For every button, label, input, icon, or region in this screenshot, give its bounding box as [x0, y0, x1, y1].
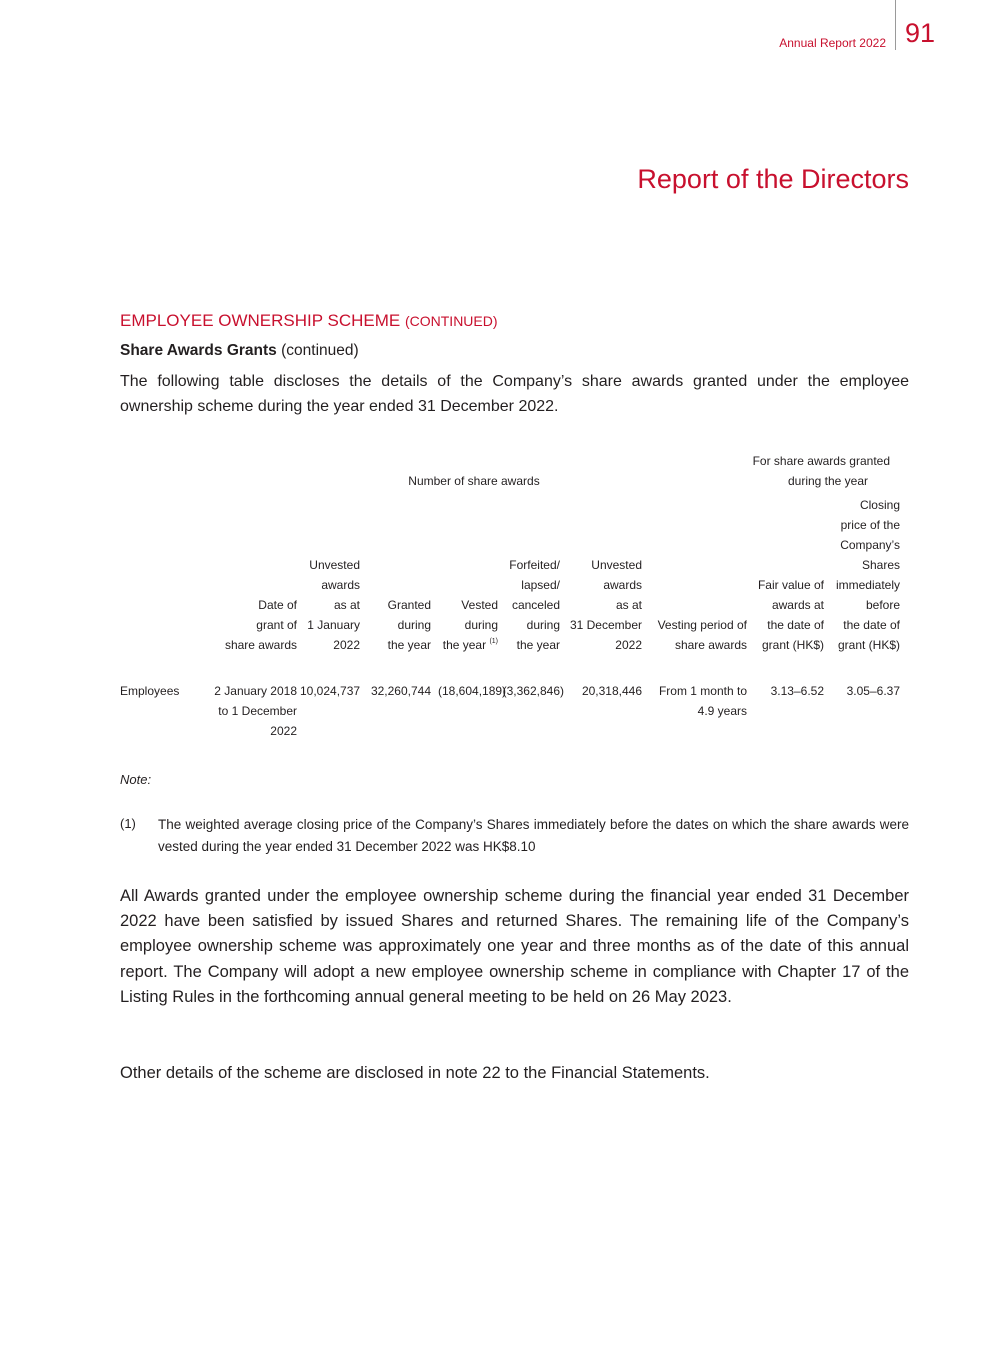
cell-vesting-period: From 1 month to 4.9 years	[658, 684, 747, 718]
subheading-text: Share Awards Grants	[120, 342, 277, 359]
section-heading	[120, 311, 498, 331]
cell-forfeited: (3,362,846)	[502, 684, 564, 698]
cell-granted: 32,260,744	[370, 684, 431, 698]
note-text: The weighted average closing price of the Company’s Shares immediately before the dates on which the share awards were vested during the year ended 31 December 2022 was HK$8.10	[158, 817, 909, 854]
header-granted: Granted during the year	[387, 598, 431, 652]
granted-group-header-line2: during the year	[787, 474, 869, 488]
other-details-paragraph: Other details of the scheme are disclosed in note 22 to the Financial Statements.	[120, 1064, 710, 1082]
header-vested: Vested during the year $^{(1)}$	[442, 598, 498, 652]
header-forfeited: Forfeited/ lapsed/ canceled during the year	[509, 558, 560, 652]
section-heading-suffix: (CONTINUED)	[404, 313, 498, 329]
header-closing-price: Closing price of the Company’s Shares immediately before the date of grant (HK$)	[835, 498, 900, 652]
header-unvested-start: Unvested awards as at 1 January 2022	[307, 558, 360, 652]
subheading-suffix: (continued)	[281, 342, 359, 359]
header-divider	[895, 0, 896, 50]
section-heading-text: EMPLOYEE OWNERSHIP SCHEME	[120, 311, 401, 330]
granted-group-header-line1: For share awards granted	[752, 454, 890, 468]
page-title: Report of the Directors	[637, 164, 909, 194]
vested-note-ref: (1)	[489, 638, 498, 645]
number-of-awards-group-header: Number of share awards	[408, 474, 540, 488]
note-label: Note:	[120, 772, 152, 787]
header-date-of-grant: Date of grant of share awards	[224, 598, 297, 652]
subheading	[120, 342, 359, 360]
cell-unvested-start: 10,024,737	[300, 684, 361, 698]
cell-unvested-end: 20,318,446	[581, 684, 642, 698]
cell-fair-value: 3.13–6.52	[770, 684, 824, 698]
report-label: Annual Report 2022	[779, 36, 886, 50]
header-fair-value: Fair value of awards at the date of grant (HK$)	[757, 578, 824, 652]
intro-paragraph: The following table discloses the details of the Company’s share awards granted under the employee ownership scheme during the year ended 31 December 2022.	[120, 373, 909, 415]
cell-grantee: Employees	[120, 684, 180, 698]
page-number: 91	[905, 18, 936, 48]
note-number: (1)	[120, 816, 136, 831]
awards-paragraph: All Awards granted under the employee ownership scheme during the financial year ended 31 December 2022 have been satisfied by issued Shares and returned Shares. The remaining life of the Company’s employee ownership scheme was approximately one year and three months as of the date of this annual report. The Company will adopt a new employee ownership scheme in compliance with Chapter 17 of the Listing Rules in the forthcoming annual general meeting to be held on 26 May 2023.	[120, 887, 909, 1006]
cell-closing-price: 3.05–6.37	[846, 684, 900, 698]
header-vesting-period: Vesting period of share awards	[657, 618, 747, 652]
cell-vested: (18,604,189)	[438, 684, 507, 698]
header-unvested-end: Unvested awards as at 31 December 2022	[569, 558, 642, 652]
cell-date-of-grant: 2 January 2018 to 1 December 2022	[214, 684, 297, 738]
